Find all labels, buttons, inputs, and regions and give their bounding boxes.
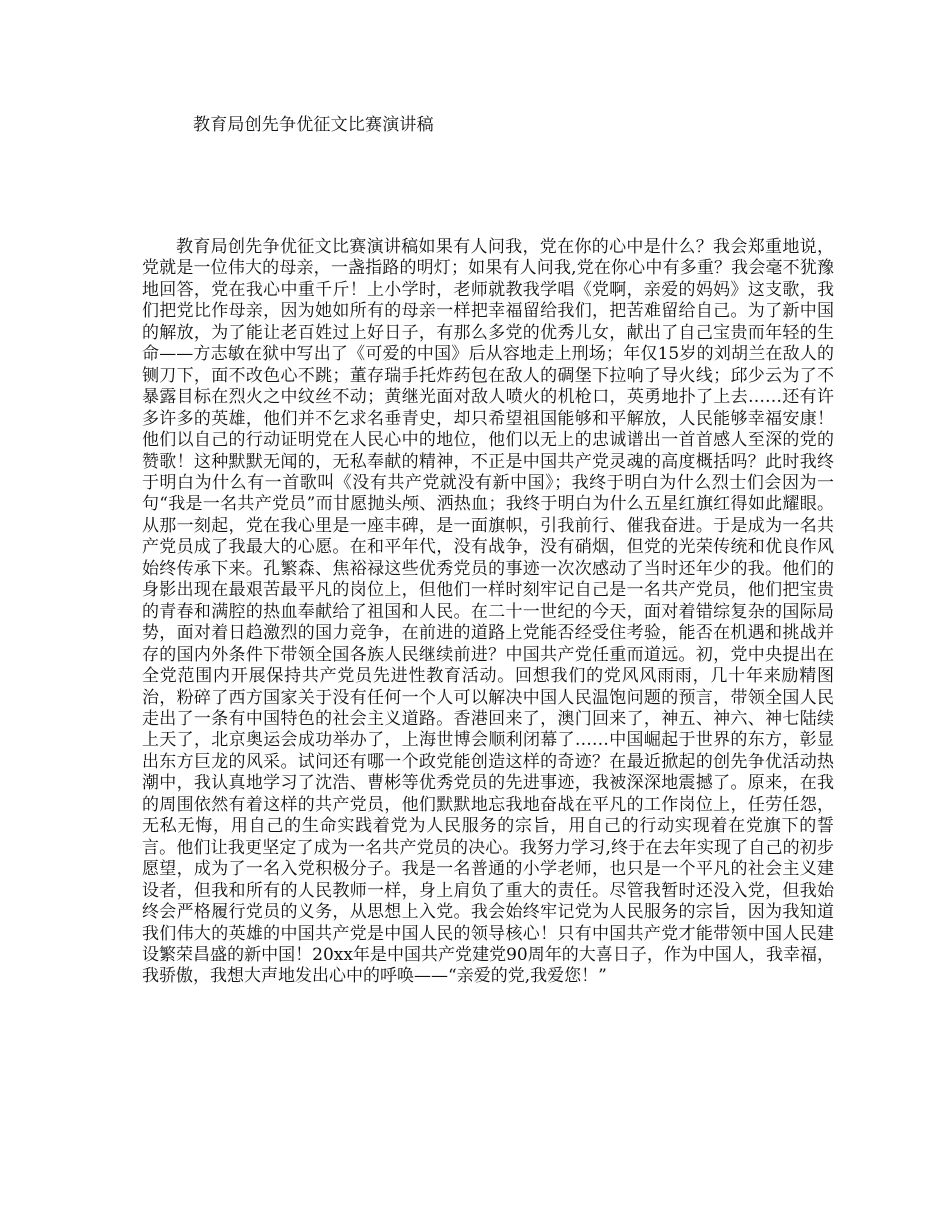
document-title: 教育局创先争优征文比赛演讲稿 [193,115,434,135]
document-body-paragraph: 教育局创先争优征文比赛演讲稿如果有人问我，党在你的心中是什么？我会郑重地说，党就是一位伟大的母亲，一盏指路的明灯；如果有人问我,党在你心中有多重？我会毫不犹豫地回答，党在我心中重千斤！上小学时，老师就教我学唱《党啊，亲爱的妈妈》这支歌，我们把党比作母亲，因为她如所有的母亲一样把幸福留给我们，把苦难留给自己。为了新中国的解放，为了能让老百姓过上好日子，有那么多党的优秀儿女，献出了自己宝贵而年轻的生命——方志敏在狱中写出了《可爱的中国》后从容地走上刑场；年仅15岁的刘胡兰在敌人的铡刀下，面不改色心不跳；董存瑞手托炸药包在敌人的碉堡下拉响了导火线；邱少云为了不暴露目标在烈火之中纹丝不动；黄继光面对敌人喷火的机枪口，英勇地扑了上去……还有许多许多的英雄，他们并不乞求名垂青史，却只希望祖国能够和平解放，人民能够幸福安康！他们以自己的行动证明党在人民心中的地位，他们以无上的忠诚谱出一首首感人至深的党的赞歌！这种默默无闻的，无私奉献的精神，不正是中国共产党灵魂的高度概括吗？此时我终于明白为什么有一首歌叫《没有共产党就没有新中国》；我终于明白为什么烈士们会因为一句“我是一名共产党员”而甘愿抛头颅、洒热血；我终于明白为什么五星红旗红得如此耀眼。从那一刻起，党在我心里是一座丰碑，是一面旗帜，引我前行、催我奋进。于是成为一名共产党员成了我最大的心愿。在和平年代，没有战争，没有硝烟，但党的光荣传统和优良作风始终传承下来。孔繁森、焦裕禄这些优秀党员的事迹一次次感动了当时还年少的我。他们的身影出现在最艰苦最平凡的岗位上，但他们一样时刻牢记自己是一名共产党员，他们把宝贵的青春和满腔的热血奉献给了祖国和人民。在二十一世纪的今天，面对着错综复杂的国际局势，面对着日趋激烈的国力竞争，在前进的道路上党能否经受住考验，能否在机遇和挑战并存的国内外条件下带领全国各族人民继续前进？中国共产党任重而道远。初，党中央提出在全党范围内开展保持共产党员先进性教育活动。回想我们的党风风雨雨，几十年来励精图治，粉碎了西方国家关于没有任何一个人可以解决中国人民温饱问题的预言，带领全国人民走出了一条有中国特色的社会主义道路。香港回来了，澳门回来了，神五、神六、神七陆续上天了，北京奥运会成功举办了，上海世博会顺利闭幕了……中国崛起于世界的东方，彰显出东方巨龙的风采。试问还有哪一个政党能创造这样的奇迹？在最近掀起的创先争优活动热潮中，我认真地学习了沈浩、曹彬等优秀党员的先进事迹，我被深深地震撼了。原来，在我的周围依然有着这样的共产党员，他们默默地忘我地奋战在平凡的工作岗位上，任劳任怨，无私无悔，用自己的生命实践着党为人民服务的宗旨，用自己的行动实现着在党旗下的誓言。他们让我更坚定了成为一名共产党员的决心。我努力学习,终于在去年实现了自己的初步愿望，成为了一名入党积极分子。我是一名普通的小学老师，也只是一个平凡的社会主义建设者，但我和所有的人民教师一样，身上肩负了重大的责任。尽管我暂时还没入党，但我始终会严格履行党员的义务，从思想上入党。我会始终牢记党为人民服务的宗旨，因为我知道我们伟大的英雄的中国共产党是中国人民的领导核心！只有中国共产党才能带领中国人民建设繁荣昌盛的新中国！20xx年是中国共产党建党90周年的大喜日子，作为中国人，我幸福，我骄傲，我想大声地发出心中的呼唤——“亲爱的党,我爱您！” [142,237,834,987]
